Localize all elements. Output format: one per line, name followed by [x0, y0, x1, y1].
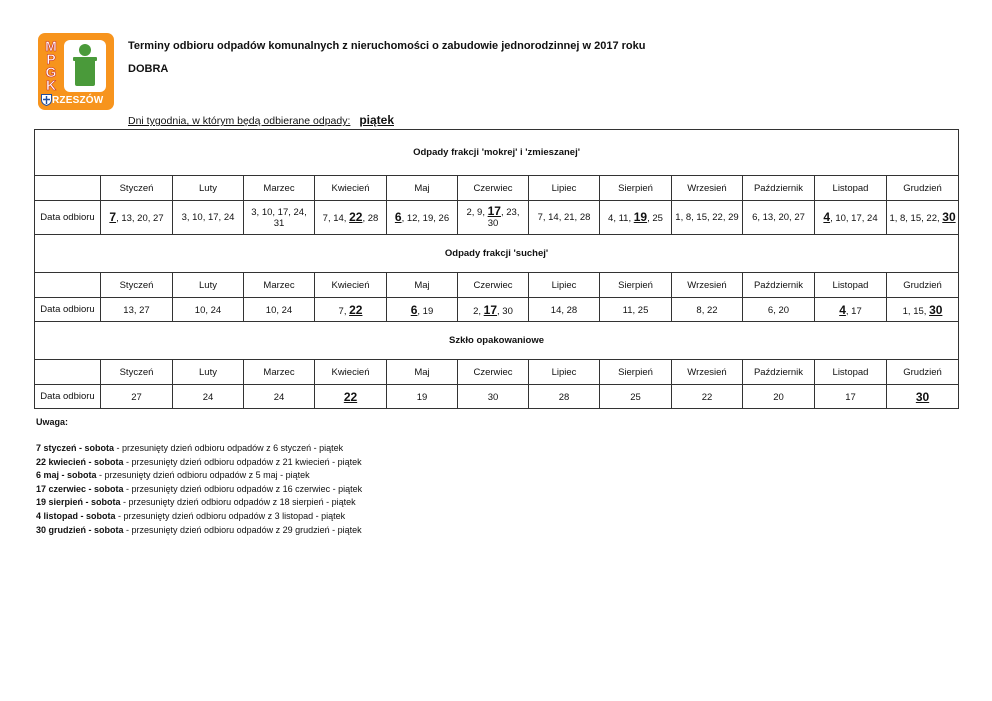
month-header: Styczeń — [101, 360, 173, 385]
date-text: 1, 15, — [902, 305, 930, 317]
collection-dates — [101, 298, 173, 322]
date-text: 24 — [273, 392, 285, 403]
collection-dates — [600, 298, 672, 322]
collection-dates — [101, 201, 173, 235]
note-item — [36, 469, 362, 483]
date-text: , 23, 30 — [487, 207, 520, 229]
collection-dates — [529, 298, 600, 322]
month-header: Lipiec — [529, 176, 600, 201]
collection-dates — [173, 385, 244, 409]
collection-dates — [672, 201, 743, 235]
month-header: Listopad — [815, 360, 887, 385]
month-header: Czerwiec — [458, 360, 529, 385]
collection-dates — [887, 201, 959, 235]
month-header: Sierpień — [600, 360, 672, 385]
date-text: 20 — [773, 392, 784, 403]
logo-letter: M — [45, 38, 57, 54]
section-title: Odpady frakcji 'mokrej' i 'zmieszanej' — [35, 130, 959, 176]
collection-dates — [101, 385, 173, 409]
month-header: Listopad — [815, 176, 887, 201]
collection-dates — [458, 385, 529, 409]
shifted-date: 22 — [343, 389, 358, 404]
shifted-date: 6 — [394, 209, 402, 224]
document-title: Terminy odbioru odpadów komunalnych z nieruchomości o zabudowie jednorodzinnej w 2017 roku — [128, 40, 646, 52]
collection-dates — [529, 201, 600, 235]
section-title: Odpady frakcji 'suchej' — [35, 235, 959, 273]
shifted-date: 22 — [349, 209, 363, 224]
row-label: Data odbioru — [35, 385, 101, 409]
collection-day-label: Dni tygodnia, w którym będą odbierane odpady: — [128, 115, 351, 127]
month-header: Styczeń — [101, 273, 173, 298]
collection-dates — [244, 385, 315, 409]
note-text: - przesunięty dzień odbioru odpadów z 16 czerwiec - piątek — [123, 483, 363, 494]
collection-dates — [387, 385, 458, 409]
collection-dates — [815, 201, 887, 235]
month-header: Luty — [173, 176, 244, 201]
collection-dates — [315, 201, 387, 235]
date-text: 28 — [558, 392, 570, 403]
locality-name: DOBRA — [128, 63, 169, 75]
month-header: Lipiec — [529, 360, 600, 385]
note-item — [36, 442, 362, 456]
collection-dates — [743, 201, 815, 235]
date-text: 3, 10, 17, 24 — [181, 212, 235, 223]
collection-dates — [672, 385, 743, 409]
collection-dates — [387, 201, 458, 235]
notes-heading: Uwaga: — [36, 417, 69, 427]
date-text: , 10, 17, 24 — [830, 212, 878, 224]
date-text: , 28 — [362, 212, 379, 224]
collection-dates — [244, 201, 315, 235]
date-text: 27 — [131, 392, 142, 403]
date-text: 11, 25 — [622, 305, 649, 316]
shifted-date: 22 — [349, 302, 363, 317]
logo-letter: G — [45, 64, 57, 80]
logo-letter: P — [46, 51, 56, 67]
date-text: 6, 20 — [767, 305, 790, 316]
logo-city: RZESZÓW — [52, 95, 104, 106]
month-header: Październik — [743, 176, 815, 201]
note-date: 7 styczeń - sobota — [36, 443, 115, 453]
shifted-date: 4 — [839, 302, 846, 317]
month-header: Sierpień — [600, 176, 672, 201]
note-date: 19 sierpień - sobota — [36, 497, 121, 508]
date-text: 24 — [202, 392, 214, 403]
month-header: Listopad — [815, 273, 887, 298]
month-header: Styczeń — [101, 176, 173, 201]
note-text: - przesunięty dzień odbioru odpadów z 3 listopad - piątek — [115, 510, 346, 521]
month-header: Maj — [387, 273, 458, 298]
note-item — [36, 496, 362, 510]
collection-dates — [672, 298, 743, 322]
shifted-date: 30 — [915, 389, 930, 404]
date-text: 2, 9, — [466, 207, 488, 218]
month-header: Luty — [173, 273, 244, 298]
note-text: - przesunięty dzień odbioru odpadów z 5 maj - piątek — [96, 470, 310, 481]
month-header: Marzec — [244, 273, 315, 298]
collection-dates — [743, 385, 815, 409]
date-text: 10, 24 — [265, 305, 293, 316]
date-text: 25 — [630, 392, 641, 403]
note-date: 30 grudzień - sobota — [36, 524, 124, 535]
collection-dates — [529, 385, 600, 409]
notes-section — [36, 417, 362, 537]
note-date: 17 czerwiec - sobota — [36, 483, 124, 494]
note-text: - przesunięty dzień odbioru odpadów z 6 styczeń - piątek — [114, 443, 344, 453]
date-text: 7, 14, — [322, 212, 350, 224]
date-text: 6, 13, 20, 27 — [752, 212, 805, 223]
month-header: Grudzień — [887, 176, 959, 201]
note-text: - przesunięty dzień odbioru odpadów z 29 grudzień - piątek — [123, 524, 362, 535]
date-text: 2, — [473, 305, 484, 317]
collection-dates — [458, 298, 529, 322]
month-header: Październik — [743, 273, 815, 298]
note-item — [36, 524, 362, 538]
notes-list — [36, 442, 362, 537]
collection-dates — [600, 201, 672, 235]
note-date: 22 kwiecień - sobota — [36, 456, 124, 467]
date-text: 10, 24 — [194, 305, 222, 316]
date-text: , 13, 20, 27 — [116, 212, 164, 224]
section-title: Szkło opakowaniowe — [35, 322, 959, 360]
row-label: Data odbioru — [35, 201, 101, 235]
month-header: Wrzesień — [672, 273, 743, 298]
date-text: 3, 10, 17, 24, 31 — [251, 206, 307, 229]
month-header: Maj — [387, 360, 458, 385]
note-date: 4 listopad - sobota — [36, 510, 116, 521]
waste-bin-icon — [63, 39, 107, 93]
collection-dates — [387, 298, 458, 322]
note-item — [36, 483, 362, 497]
collection-dates — [600, 385, 672, 409]
collection-dates — [887, 298, 959, 322]
date-text: , 25 — [647, 212, 663, 224]
collection-schedule-table — [34, 129, 959, 409]
note-item — [36, 456, 362, 470]
month-header: Kwiecień — [315, 176, 387, 201]
month-header: Grudzień — [887, 360, 959, 385]
month-header: Wrzesień — [672, 176, 743, 201]
month-header: Marzec — [244, 360, 315, 385]
note-item — [36, 510, 362, 524]
collection-day-line — [128, 113, 394, 127]
note-text: - przesunięty dzień odbioru odpadów z 21 kwiecień - piątek — [123, 456, 362, 467]
shifted-date: 30 — [929, 302, 943, 317]
month-header: Maj — [387, 176, 458, 201]
month-header: Październik — [743, 360, 815, 385]
date-text: , 17 — [845, 305, 862, 317]
mpgk-logo — [38, 33, 114, 110]
month-header: Marzec — [244, 176, 315, 201]
row-label: Data odbioru — [35, 298, 101, 322]
collection-dates — [458, 201, 529, 235]
empty-cell — [35, 176, 101, 201]
month-header: Lipiec — [529, 273, 600, 298]
month-header: Czerwiec — [458, 273, 529, 298]
shifted-date: 7 — [109, 209, 117, 224]
date-text: 17 — [845, 392, 856, 403]
date-text: 1, 8, 15, 22, 29 — [675, 212, 739, 223]
logo-letters — [43, 40, 59, 92]
shifted-date: 6 — [410, 302, 418, 317]
collection-dates — [315, 385, 387, 409]
shifted-date: 19 — [633, 209, 648, 224]
logo-letter: K — [45, 77, 57, 93]
month-header: Wrzesień — [672, 360, 743, 385]
empty-cell — [35, 273, 101, 298]
date-text: 30 — [487, 392, 499, 403]
note-text: - przesunięty dzień odbioru odpadów z 18 sierpień - piątek — [120, 497, 356, 508]
date-text: 22 — [701, 392, 713, 403]
collection-dates — [743, 298, 815, 322]
collection-dates — [173, 201, 244, 235]
month-header: Kwiecień — [315, 273, 387, 298]
date-text: 13, 27 — [123, 305, 150, 316]
month-header: Czerwiec — [458, 176, 529, 201]
collection-dates — [244, 298, 315, 322]
month-header: Kwiecień — [315, 360, 387, 385]
date-text: 1, 8, 15, 22, — [889, 212, 943, 224]
shifted-date: 17 — [483, 302, 498, 317]
month-header: Grudzień — [887, 273, 959, 298]
date-text: 7, — [338, 305, 350, 317]
collection-dates — [315, 298, 387, 322]
shifted-date: 4 — [823, 209, 831, 224]
collection-dates — [815, 298, 887, 322]
date-text: 4, 11, — [608, 212, 634, 224]
date-text: , 12, 19, 26 — [401, 212, 450, 224]
date-text: 14, 28 — [550, 305, 578, 316]
month-header: Sierpień — [600, 273, 672, 298]
city-crest-icon — [41, 94, 52, 106]
collection-day: piątek — [359, 113, 394, 127]
collection-dates — [173, 298, 244, 322]
date-text: 19 — [416, 392, 428, 403]
month-header: Luty — [173, 360, 244, 385]
date-text: , 30 — [497, 305, 513, 317]
collection-dates — [815, 385, 887, 409]
note-date: 6 maj - sobota — [36, 470, 97, 481]
collection-dates — [887, 385, 959, 409]
shifted-date: 17 — [487, 204, 501, 218]
date-text: , 19 — [417, 305, 434, 317]
shifted-date: 30 — [942, 209, 956, 224]
date-text: 8, 22 — [696, 305, 718, 316]
date-text: 7, 14, 21, 28 — [537, 212, 591, 223]
empty-cell — [35, 360, 101, 385]
